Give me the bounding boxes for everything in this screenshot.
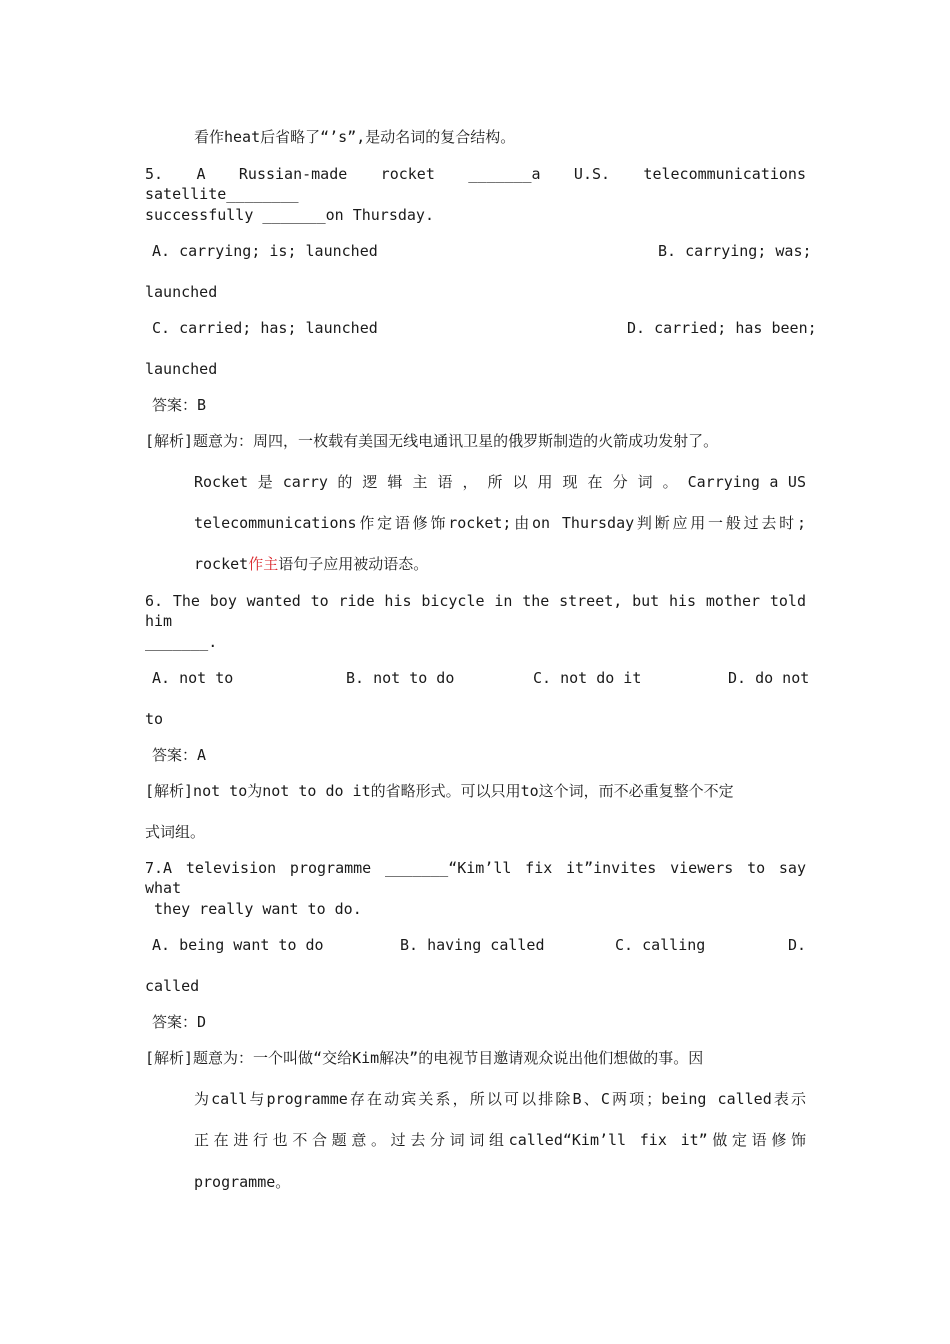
q5-stem-line1: 5. A Russian-made rocket _______a U.S. telecommunications satellite________	[145, 165, 806, 203]
q6-option-d-wrap: to	[145, 710, 164, 728]
q6-option-b: B. not to do	[346, 669, 455, 687]
q5-analysis-line4	[194, 554, 428, 574]
q6-stem-line1: 6. The boy wanted to ride his bicycle in the street, but his mother told him	[145, 592, 806, 630]
q5-analysis-line4-post: 语句子应用被动语态。	[278, 555, 429, 573]
q7-option-a: A. being want to do	[152, 936, 324, 954]
q7-option-d-wrap: called	[145, 977, 200, 995]
q6-analysis-line1: [解析]not to为not to do it的省略形式。可以只用to这个词，而不必重复整个不定	[145, 782, 734, 800]
q5-analysis-line2: Rocket 是 carry 的 逻 辑 主 语 ， 所 以 用 现 在 分 词 。 Carrying a US	[194, 473, 806, 491]
q7-stem-line1: 7.A television programme _______“Kim’ll fix it”invites viewers to say what	[145, 859, 806, 897]
q6-stem-line2: _______.	[145, 633, 218, 651]
intro-line: 看作heat后省略了“’s”,是动名词的复合结构。	[194, 128, 516, 146]
q7-option-b: B. having called	[400, 936, 545, 954]
q5-option-d: D. carried; has been;	[627, 319, 817, 337]
q6-analysis-line2: 式词组。	[145, 823, 206, 841]
q7-option-d: D.	[788, 936, 807, 954]
q7-stem-line2: they really want to do.	[145, 900, 362, 918]
q7-analysis-line2: 为call与programme存在动宾关系，所以可以排除B、C两项；being called表示	[194, 1090, 806, 1108]
q7-answer: 答案：D	[152, 1013, 207, 1031]
q5-analysis-line4-pre: rocket	[194, 555, 249, 573]
q5-analysis-line3: telecommunications作定语修饰rocket;由on Thursday判断应用一般过去时;	[194, 514, 806, 532]
q5-option-b-wrap: launched	[145, 283, 218, 301]
q6-option-a: A. not to	[152, 669, 234, 687]
q6-option-c: C. not do it	[533, 669, 642, 687]
q5-option-a: A. carrying; is; launched	[152, 242, 378, 260]
q6-option-d: D. do not	[728, 669, 810, 687]
q7-analysis-line3: 正在进行也不合题意。过去分词词组called“Kim’ll fix it”做定语修饰	[194, 1131, 806, 1149]
q6-answer: 答案：A	[152, 746, 207, 764]
q5-option-d-wrap: launched	[145, 360, 218, 378]
q5-analysis-line1: [解析]题意为：周四，一枚载有美国无线电通讯卫星的俄罗斯制造的火箭成功发射了。	[145, 432, 719, 450]
q5-analysis-highlight: 作主	[248, 555, 279, 573]
q5-option-c: C. carried; has; launched	[152, 319, 378, 337]
q7-analysis-line4: programme。	[194, 1173, 291, 1191]
q7-option-c: C. calling	[615, 936, 706, 954]
q7-analysis-line1: [解析]题意为：一个叫做“交给Kim解决”的电视节目邀请观众说出他们想做的事。因	[145, 1049, 704, 1067]
q5-stem-line2: successfully _______on Thursday.	[145, 206, 434, 224]
q5-answer: 答案：B	[152, 396, 207, 414]
q5-option-b: B. carrying; was;	[658, 242, 812, 260]
